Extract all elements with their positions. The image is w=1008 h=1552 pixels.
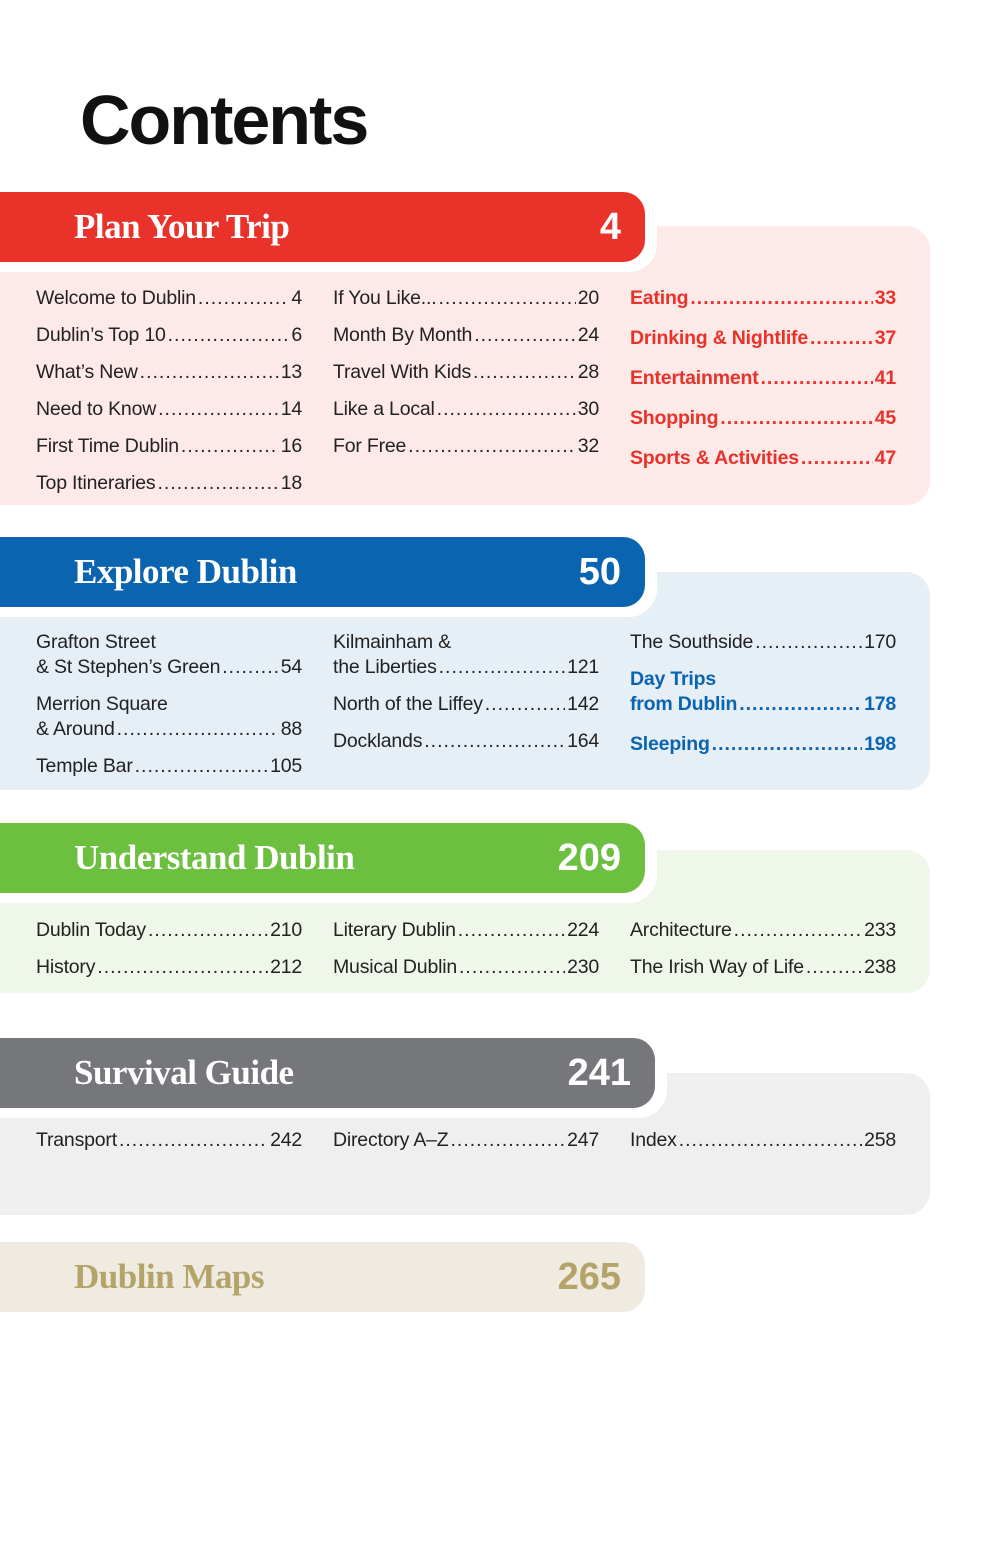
entry-line (630, 326, 896, 351)
entry-page-number: 47 (874, 447, 896, 469)
toc-entry-dublin-s-top-10[interactable] (36, 323, 302, 348)
entry-column (36, 286, 302, 508)
entry-page-number: 142 (567, 693, 599, 715)
section-title: Plan Your Trip (74, 207, 290, 246)
dot-leader (408, 434, 576, 459)
section-page-number: 241 (567, 1051, 631, 1094)
dot-leader (473, 360, 576, 385)
toc-entry-entertainment[interactable] (630, 366, 896, 391)
section-explore-dublin (0, 537, 930, 790)
entry-label: from Dublin (630, 693, 738, 715)
entry-page-number: 54 (280, 656, 302, 678)
toc-entry-history[interactable] (36, 955, 302, 980)
entry-label: Dublin Today (36, 919, 146, 941)
entry-column (630, 1128, 896, 1165)
entry-label: Docklands (333, 730, 423, 752)
section-dublin-maps (0, 1242, 930, 1312)
entry-page-number: 24 (577, 324, 599, 346)
section-header-explore-dublin[interactable] (0, 537, 645, 607)
entry-line (36, 434, 302, 459)
dot-leader (439, 655, 565, 680)
entry-label: Like a Local (333, 398, 435, 420)
toc-entry-first-time-dublin[interactable] (36, 434, 302, 459)
dot-leader (720, 406, 872, 431)
dot-leader (181, 434, 279, 459)
section-header-survival-guide[interactable] (0, 1038, 655, 1108)
entry-page-number: 242 (270, 1129, 302, 1151)
entry-column (333, 630, 599, 791)
dot-leader (198, 286, 289, 311)
toc-entry-index[interactable] (630, 1128, 896, 1153)
toc-entry-month-by-month[interactable] (333, 323, 599, 348)
toc-entry-grafton-street-st-stephen-s-green[interactable] (36, 630, 302, 680)
entry-page-number: 6 (291, 324, 302, 346)
entry-label: & Around (36, 718, 115, 740)
entry-page-number: 238 (864, 956, 896, 978)
entry-label: Sleeping (630, 733, 710, 755)
toc-entry-for-free[interactable] (333, 434, 599, 459)
entry-page-number: 28 (577, 361, 599, 383)
entry-label: If You Like... (333, 287, 437, 309)
entry-page-number: 170 (864, 631, 896, 653)
entry-column (630, 918, 896, 992)
entry-label: Entertainment (630, 367, 759, 389)
entry-label: History (36, 956, 96, 978)
entry-line (630, 630, 896, 655)
entry-page-number: 230 (567, 956, 599, 978)
entry-label: Directory A–Z (333, 1129, 449, 1151)
entry-line (630, 955, 896, 980)
entry-line (630, 732, 896, 757)
entry-line (36, 918, 302, 943)
section-plan-your-trip (0, 192, 930, 505)
entry-label: Merrion Square (36, 693, 168, 715)
entry-label: Musical Dublin (333, 956, 457, 978)
dot-leader (679, 1128, 862, 1153)
dot-leader (168, 323, 290, 348)
entry-label: Index (630, 1129, 677, 1151)
entry-label: & St Stephen’s Green (36, 656, 221, 678)
entry-line (333, 918, 599, 943)
entry-line (630, 918, 896, 943)
dot-leader (734, 918, 862, 943)
dot-leader (458, 918, 565, 943)
entry-label: Dublin’s Top 10 (36, 324, 166, 346)
toc-entry-sports-activities[interactable] (630, 446, 896, 471)
entry-line (36, 1128, 302, 1153)
dot-leader (712, 732, 862, 757)
entry-label: Travel With Kids (333, 361, 472, 383)
entry-label: The Irish Way of Life (630, 956, 804, 978)
section-title: Survival Guide (74, 1053, 294, 1092)
entry-line (333, 955, 599, 980)
dot-leader (459, 955, 565, 980)
toc-entry-literary-dublin[interactable] (333, 918, 599, 943)
toc-entry-drinking-nightlife[interactable] (630, 326, 896, 351)
section-understand-dublin (0, 823, 930, 993)
toc-entry-need-to-know[interactable] (36, 397, 302, 422)
section-page-number: 265 (557, 1255, 621, 1298)
entry-page-number: 178 (864, 693, 896, 715)
entry-column (36, 918, 302, 992)
entry-label: Shopping (630, 407, 719, 429)
entry-page-number: 164 (567, 730, 599, 752)
toc-entry-north-of-the-liffey[interactable] (333, 692, 599, 717)
entry-line (630, 286, 896, 311)
dot-leader (485, 692, 565, 717)
toc-entry-temple-bar[interactable] (36, 754, 302, 779)
toc-entry-if-you-like[interactable] (333, 286, 599, 311)
entry-column (333, 918, 599, 992)
dot-leader (761, 366, 873, 391)
entry-line (333, 323, 599, 348)
entry-line (630, 406, 896, 431)
entry-page-number: 14 (280, 398, 302, 420)
entry-page-number: 33 (874, 287, 896, 309)
entry-label: North of the Liffey (333, 693, 483, 715)
entry-label: Welcome to Dublin (36, 287, 196, 309)
entry-columns (36, 286, 896, 508)
entry-line (630, 1128, 896, 1153)
dot-leader (438, 286, 575, 311)
dot-leader (437, 397, 576, 422)
section-page-number: 50 (578, 550, 621, 593)
entry-page-number: 212 (270, 956, 302, 978)
dot-leader (157, 471, 278, 496)
toc-entry-merrion-square-around[interactable] (36, 692, 302, 742)
section-header-dublin-maps[interactable] (0, 1242, 645, 1312)
entry-label: Temple Bar (36, 755, 133, 777)
entry-page-number: 4 (291, 287, 302, 309)
entry-label: For Free (333, 435, 407, 457)
entry-line (36, 360, 302, 385)
dot-leader (117, 717, 279, 742)
entry-column (630, 630, 896, 791)
entry-label: Month By Month (333, 324, 473, 346)
entry-label: Day Trips (630, 668, 716, 690)
toc-entry-welcome-to-dublin[interactable] (36, 286, 302, 311)
entry-page-number: 30 (577, 398, 599, 420)
entry-page-number: 45 (874, 407, 896, 429)
entry-line (630, 446, 896, 471)
section-title: Explore Dublin (74, 552, 297, 591)
entry-line (36, 286, 302, 311)
entry-label: Top Itineraries (36, 472, 156, 494)
toc-entry-travel-with-kids[interactable] (333, 360, 599, 385)
page-title: Contents (80, 81, 368, 159)
toc-entry-top-itineraries[interactable] (36, 471, 302, 496)
entry-line (36, 397, 302, 422)
section-title: Understand Dublin (74, 838, 355, 877)
dot-leader (806, 955, 862, 980)
entry-line (333, 655, 599, 680)
entry-label: First Time Dublin (36, 435, 179, 457)
entry-page-number: 37 (874, 327, 896, 349)
toc-entry-architecture[interactable] (630, 918, 896, 943)
entry-page-number: 88 (280, 718, 302, 740)
entry-label: Transport (36, 1129, 117, 1151)
dot-leader (424, 729, 565, 754)
entry-line (36, 471, 302, 496)
entry-page-number: 233 (864, 919, 896, 941)
toc-entry-shopping[interactable] (630, 406, 896, 431)
entry-page-number: 18 (280, 472, 302, 494)
toc-entry-the-irish-way-of-life[interactable] (630, 955, 896, 980)
toc-entry-what-s-new[interactable] (36, 360, 302, 385)
entry-page-number: 105 (270, 755, 302, 777)
toc-entry-kilmainham-the-liberties[interactable] (333, 630, 599, 680)
dot-leader (148, 918, 268, 943)
entry-line (36, 655, 302, 680)
entry-page-number: 20 (577, 287, 599, 309)
entry-line (333, 397, 599, 422)
entry-page-number: 32 (577, 435, 599, 457)
entry-label: Eating (630, 287, 689, 309)
entry-columns (36, 630, 896, 791)
entry-columns (36, 918, 896, 992)
dot-leader (739, 692, 862, 717)
dot-leader (119, 1128, 268, 1153)
entry-line (36, 323, 302, 348)
entry-label: What’s New (36, 361, 138, 383)
entry-line (36, 754, 302, 779)
toc-entry-docklands[interactable] (333, 729, 599, 754)
toc-entry-dublin-today[interactable] (36, 918, 302, 943)
toc-entry-day-trips-from-dublin[interactable] (630, 667, 896, 717)
entry-page-number: 210 (270, 919, 302, 941)
dot-leader (135, 754, 268, 779)
dot-leader (451, 1128, 566, 1153)
entry-line (333, 434, 599, 459)
entry-column (36, 1128, 302, 1165)
toc-entry-transport[interactable] (36, 1128, 302, 1153)
entry-label: Sports & Activities (630, 447, 799, 469)
dot-leader (222, 655, 278, 680)
entry-page-number: 41 (874, 367, 896, 389)
entry-label: Grafton Street (36, 631, 156, 653)
dot-leader (158, 397, 279, 422)
dot-leader (97, 955, 268, 980)
dot-leader (474, 323, 576, 348)
toc-entry-musical-dublin[interactable] (333, 955, 599, 980)
entry-line (630, 366, 896, 391)
toc-entry-directory-a-z[interactable] (333, 1128, 599, 1153)
entry-page-number: 16 (280, 435, 302, 457)
section-title: Dublin Maps (74, 1257, 264, 1296)
entry-line (36, 717, 302, 742)
entry-label: Kilmainham & (333, 631, 451, 653)
entry-label: Literary Dublin (333, 919, 456, 941)
entry-page-number: 224 (567, 919, 599, 941)
entry-line (333, 1128, 599, 1153)
entry-line (630, 692, 896, 717)
entry-column (36, 630, 302, 791)
entry-column (630, 286, 896, 508)
entry-label: The Southside (630, 631, 754, 653)
dot-leader (801, 446, 873, 471)
entry-label: Architecture (630, 919, 732, 941)
entry-page-number: 198 (864, 733, 896, 755)
entry-line (333, 729, 599, 754)
entry-label: Need to Know (36, 398, 157, 420)
entry-columns (36, 1128, 896, 1165)
section-page-number: 4 (599, 205, 621, 248)
toc-entry-like-a-local[interactable] (333, 397, 599, 422)
section-page-number: 209 (557, 836, 621, 879)
section-header-plan-your-trip[interactable] (0, 192, 645, 262)
toc-entry-the-southside[interactable] (630, 630, 896, 655)
entry-page-number: 247 (567, 1129, 599, 1151)
entry-page-number: 258 (864, 1129, 896, 1151)
toc-entry-eating[interactable] (630, 286, 896, 311)
entry-line (333, 360, 599, 385)
entry-column (333, 286, 599, 508)
dot-leader (755, 630, 862, 655)
dot-leader (810, 326, 873, 351)
section-header-understand-dublin[interactable] (0, 823, 645, 893)
dot-leader (140, 360, 279, 385)
entry-line (36, 955, 302, 980)
entry-column (333, 1128, 599, 1165)
entry-line (333, 692, 599, 717)
toc-entry-sleeping[interactable] (630, 732, 896, 757)
entry-label: Drinking & Nightlife (630, 327, 808, 349)
entry-page-number: 121 (567, 656, 599, 678)
entry-page-number: 13 (280, 361, 302, 383)
section-survival-guide (0, 1038, 930, 1215)
entry-label: the Liberties (333, 656, 437, 678)
dot-leader (690, 286, 872, 311)
entry-line (333, 286, 599, 311)
